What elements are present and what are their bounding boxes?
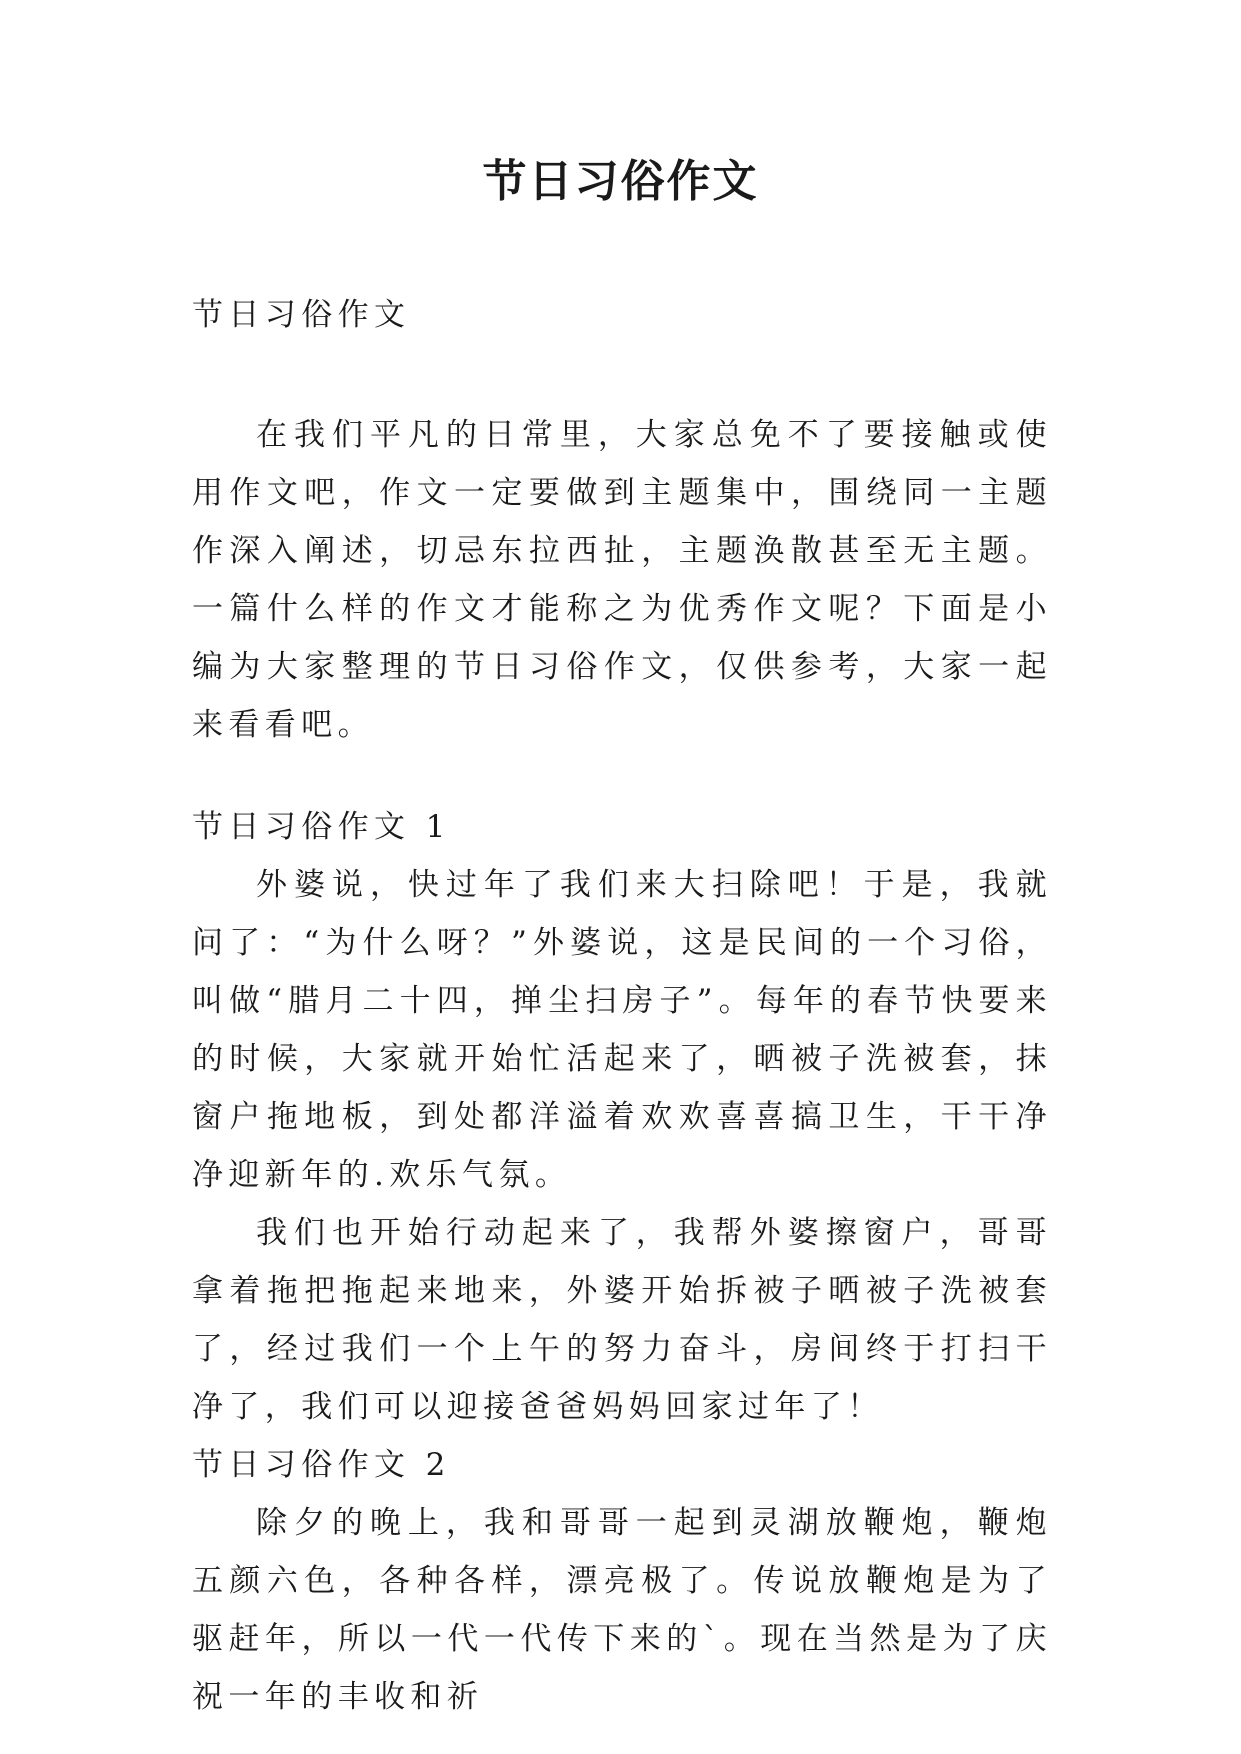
document-subtitle: 节日习俗作文	[192, 297, 411, 333]
section-heading: 节日习俗作文 2	[192, 1447, 451, 1483]
section-paragraph: 我们也开始行动起来了，我帮外婆擦窗户，哥哥拿着拖把拖起来地来，外婆开始拆被子晒被子洗被套了，经过我们一个上午的努力奋斗，房间终于打扫干净了，我们可以迎接爸爸妈妈回家过年了！	[192, 1215, 1052, 1425]
section-heading: 节日习俗作文 1	[192, 809, 451, 845]
document-title: 节日习俗作文	[482, 156, 759, 207]
section-paragraph: 外婆说，快过年了我们来大扫除吧！于是，我就问了：“为什么呀？”外婆说，这是民间的一个习俗，叫做“腊月二十四，掸尘扫房子”。每年的春节快要来的时候，大家就开始忙活起来了，晒被子洗被套，抹窗户拖地板，到处都洋溢着欢欢喜喜搞卫生，干干净净迎新年的.欢乐气氛。	[192, 867, 1052, 1193]
intro-paragraph: 在我们平凡的日常里，大家总免不了要接触或使用作文吧，作文一定要做到主题集中，围绕同一主题作深入阐述，切忌东拉西扯，主题涣散甚至无主题。一篇什么样的作文才能称之为优秀作文呢？下面是小编为大家整理的节日习俗作文，仅供参考，大家一起来看看吧。	[192, 417, 1052, 743]
section-paragraph: 除夕的晚上，我和哥哥一起到灵湖放鞭炮，鞭炮五颜六色，各种各样，漂亮极了。传说放鞭炮是为了驱赶年，所以一代一代传下来的`。现在当然是为了庆祝一年的丰收和祈	[192, 1505, 1052, 1715]
section-2	[192, 1436, 1052, 1726]
section-1	[192, 798, 1052, 1436]
document-body	[192, 286, 1052, 1726]
